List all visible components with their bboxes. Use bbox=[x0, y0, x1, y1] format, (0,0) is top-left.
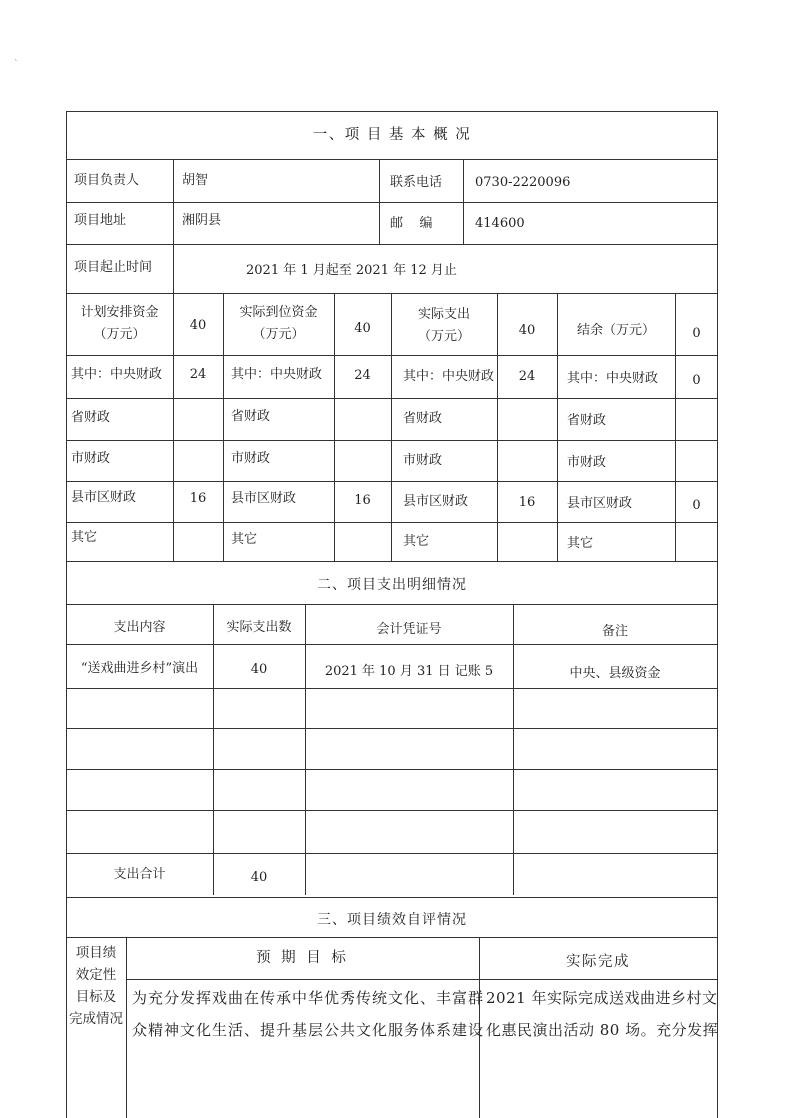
side-label-line4: 完成情况 bbox=[69, 1011, 123, 1027]
section3-title: 三、项目绩效自评情况 bbox=[317, 912, 467, 928]
row1-remark: 中央、县级资金 bbox=[569, 666, 661, 681]
table-rule bbox=[126, 979, 718, 980]
county-label-arrived: 县市区财政 bbox=[231, 491, 297, 506]
county-spent: 16 bbox=[518, 495, 536, 510]
phone-value: 0730-2220096 bbox=[475, 175, 571, 190]
project-form-table bbox=[66, 111, 718, 1118]
spent-label-line1: 实际支出 bbox=[417, 307, 470, 322]
table-rule bbox=[66, 111, 718, 112]
arrived-label bbox=[223, 302, 334, 346]
period-value: 2021 年 1 月起至 2021 年 12 月止 bbox=[246, 263, 457, 278]
period-label: 项目起止时间 bbox=[74, 260, 153, 275]
header-voucher: 会计凭证号 bbox=[376, 622, 442, 637]
table-rule bbox=[379, 159, 380, 244]
table-rule bbox=[66, 688, 718, 689]
county-label-balance: 县市区财政 bbox=[567, 496, 633, 511]
table-border-right bbox=[717, 111, 718, 1118]
other-label-spent: 其它 bbox=[403, 534, 430, 549]
city-label-balance: 市财政 bbox=[567, 455, 607, 470]
other-label-arrived: 其它 bbox=[231, 532, 258, 547]
expected-text-line1: 为充分发挥戏曲在传承中华优秀传统文化、丰富群 bbox=[132, 989, 485, 1007]
spent-total: 40 bbox=[518, 323, 536, 338]
postcode-value: 414600 bbox=[475, 216, 525, 231]
balance-label: 结余（万元） bbox=[576, 323, 655, 338]
table-rule bbox=[66, 159, 718, 160]
county-label-spent: 县市区财政 bbox=[403, 494, 469, 509]
central-label-planned: 其中：中央财政 bbox=[71, 367, 163, 382]
table-rule bbox=[66, 728, 718, 729]
header-content: 支出内容 bbox=[113, 620, 166, 635]
header-amount: 实际支出数 bbox=[226, 620, 292, 635]
province-label-balance: 省财政 bbox=[567, 413, 607, 428]
central-spent: 24 bbox=[518, 369, 536, 384]
planned-total: 40 bbox=[189, 318, 207, 333]
expected-text-line2: 众精神文化生活、提升基层公共文化服务体系建设 bbox=[132, 1021, 485, 1039]
county-label-planned: 县市区财政 bbox=[71, 490, 137, 505]
table-rule bbox=[513, 604, 514, 895]
expected-header: 预 期 目 标 bbox=[256, 950, 349, 966]
total-label: 支出合计 bbox=[113, 867, 166, 882]
planned-label-line1: 计划安排资金 bbox=[80, 305, 159, 320]
leader-value: 胡智 bbox=[182, 173, 209, 188]
planned-label bbox=[66, 302, 173, 346]
table-rule bbox=[66, 202, 718, 203]
section1-title: 一、项 目 基 本 概 况 bbox=[312, 127, 472, 143]
arrived-label-line1: 实际到位资金 bbox=[239, 305, 318, 320]
actual-header: 实际完成 bbox=[566, 954, 630, 970]
city-label-planned: 市财政 bbox=[71, 451, 111, 466]
table-rule bbox=[66, 398, 718, 399]
side-label-line2: 效定性 bbox=[75, 967, 117, 983]
leader-label: 项目负责人 bbox=[74, 173, 140, 188]
central-balance: 0 bbox=[692, 373, 701, 388]
city-label-arrived: 市财政 bbox=[231, 451, 271, 466]
spent-label-line2: （万元） bbox=[417, 329, 470, 344]
table-rule bbox=[66, 440, 718, 441]
postcode-label: 邮 编 bbox=[390, 216, 433, 231]
other-label-planned: 其它 bbox=[71, 530, 98, 545]
other-label-balance: 其它 bbox=[567, 536, 594, 551]
planned-label-line2: （万元） bbox=[93, 327, 146, 342]
table-rule bbox=[66, 561, 718, 562]
table-rule bbox=[66, 522, 718, 523]
side-label-line1: 项目绩 bbox=[75, 945, 117, 961]
central-arrived: 24 bbox=[354, 368, 371, 383]
central-label-balance: 其中：中央财政 bbox=[567, 371, 659, 386]
balance-total: 0 bbox=[692, 326, 701, 341]
county-planned: 16 bbox=[189, 491, 207, 506]
table-rule bbox=[66, 853, 718, 854]
arrived-label-line2: （万元） bbox=[252, 327, 305, 342]
section2-title: 二、项目支出明细情况 bbox=[317, 577, 467, 593]
table-rule bbox=[66, 937, 718, 938]
table-rule bbox=[66, 481, 718, 482]
county-balance: 0 bbox=[692, 498, 701, 513]
table-rule bbox=[66, 810, 718, 811]
table-rule bbox=[66, 355, 718, 356]
table-rule bbox=[463, 159, 464, 244]
side-label-line3: 目标及 bbox=[75, 989, 117, 1005]
table-rule bbox=[66, 644, 718, 645]
table-rule bbox=[213, 604, 214, 895]
table-rule bbox=[66, 897, 718, 898]
central-label-spent: 其中：中央财政 bbox=[403, 369, 495, 384]
central-label-arrived: 其中：中央财政 bbox=[231, 367, 323, 382]
table-rule bbox=[173, 244, 174, 293]
header-remark: 备注 bbox=[601, 624, 628, 639]
table-rule bbox=[66, 604, 718, 605]
table-rule bbox=[66, 244, 718, 245]
address-label: 项目地址 bbox=[74, 213, 127, 228]
total-value: 40 bbox=[250, 870, 268, 885]
table-rule bbox=[173, 159, 174, 244]
central-planned: 24 bbox=[189, 367, 207, 382]
province-label-planned: 省财政 bbox=[71, 410, 111, 425]
address-value: 湘阴县 bbox=[182, 213, 222, 228]
city-label-spent: 市财政 bbox=[403, 453, 443, 468]
table-rule bbox=[66, 293, 718, 294]
scan-mark: ` bbox=[14, 60, 19, 70]
province-label-arrived: 省财政 bbox=[231, 409, 271, 424]
spent-label bbox=[391, 304, 497, 348]
side-label bbox=[66, 942, 126, 1030]
county-arrived: 16 bbox=[354, 493, 371, 508]
row1-content: “送戏曲进乡村”演出 bbox=[80, 661, 199, 676]
actual-text-line1: 2021 年实际完成送戏曲进乡村文 bbox=[486, 989, 718, 1007]
table-rule bbox=[66, 769, 718, 770]
phone-label: 联系电话 bbox=[390, 175, 443, 190]
actual-text-line2: 化惠民演出活动 80 场。充分发挥 bbox=[486, 1021, 719, 1039]
province-label-spent: 省财政 bbox=[403, 411, 443, 426]
table-rule bbox=[305, 604, 306, 895]
arrived-total: 40 bbox=[354, 321, 371, 336]
row1-voucher: 2021 年 10 月 31 日 记账 5 bbox=[324, 664, 494, 679]
row1-amount: 40 bbox=[250, 662, 268, 677]
